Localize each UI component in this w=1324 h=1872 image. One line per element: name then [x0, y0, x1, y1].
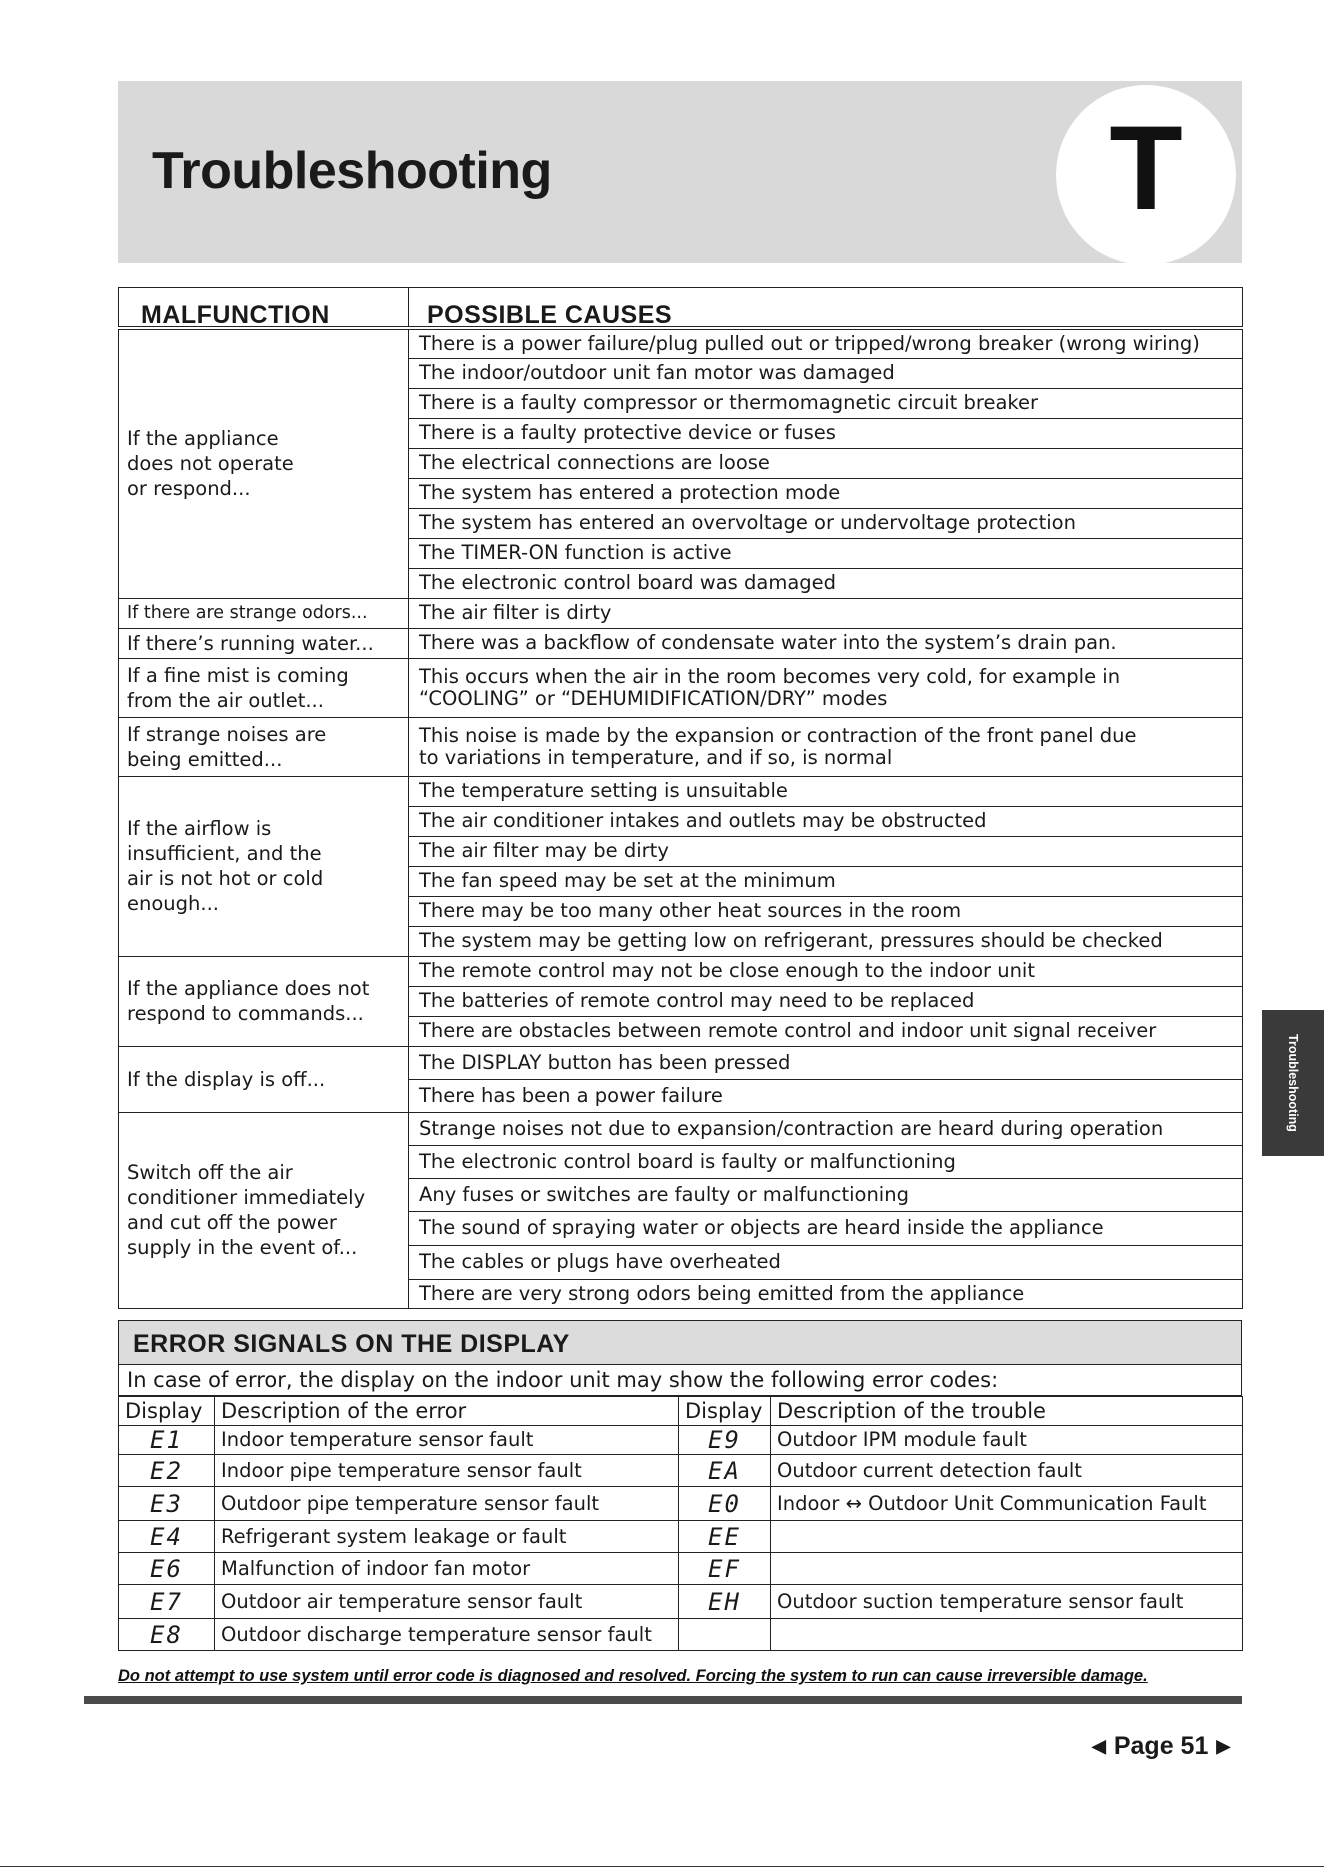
column-header-causes: POSSIBLE CAUSES — [409, 288, 1243, 329]
cause-cell: The cables or plugs have overheated — [409, 1245, 1243, 1279]
cause-cell: Any fuses or switches are faulty or malfunctioning — [409, 1178, 1243, 1211]
error-code-table-body — [119, 1397, 1243, 1651]
cause-cell: The system has entered an overvoltage or undervoltage protection — [409, 508, 1243, 538]
cause-cell: The electrical connections are loose — [409, 448, 1243, 478]
column-header-desc-left: Description of the error — [215, 1397, 679, 1426]
cause-cell: The air conditioner intakes and outlets may be obstructed — [409, 806, 1243, 836]
cause-cell: The electronic control board was damaged — [409, 568, 1243, 598]
error-table-header-row — [119, 1397, 1243, 1426]
error-code-right: E9 — [679, 1426, 771, 1455]
cause-cell: The system has entered a protection mode — [409, 478, 1243, 508]
table-row — [119, 717, 1243, 776]
malfunction-cell: If there are strange odors... — [119, 598, 409, 628]
page-title: Troubleshooting — [152, 142, 552, 200]
cause-cell: There has been a power failure — [409, 1079, 1243, 1112]
error-code-left: E6 — [119, 1553, 215, 1585]
error-description-left: Indoor pipe temperature sensor fault — [215, 1455, 679, 1487]
error-code-left: E7 — [119, 1585, 215, 1619]
cause-cell: There are very strong odors being emitted from the appliance — [409, 1279, 1243, 1308]
malfunction-cell: If the appliance does not operate or respond... — [119, 328, 409, 598]
table-row — [119, 628, 1243, 658]
malfunction-cell: If a fine mist is coming from the air outlet... — [119, 658, 409, 717]
page-navigation — [1092, 1732, 1230, 1761]
error-code-right: EF — [679, 1553, 771, 1585]
error-code-left: E8 — [119, 1619, 215, 1651]
column-header-malfunction: MALFUNCTION — [119, 288, 409, 329]
malfunction-table — [118, 287, 1243, 1309]
cause-cell: The system may be getting low on refrigerant, pressures should be checked — [409, 926, 1243, 956]
cause-cell: This noise is made by the expansion or contraction of the front panel due to variations in temperature, and if so, is normal — [409, 717, 1243, 776]
cause-cell: Strange noises not due to expansion/contraction are heard during operation — [409, 1112, 1243, 1145]
malfunction-cell: If the appliance does not respond to commands... — [119, 956, 409, 1046]
triangle-right-icon[interactable]: ▶ — [1216, 1736, 1231, 1756]
cause-cell: The air filter may be dirty — [409, 836, 1243, 866]
error-code-left: E4 — [119, 1521, 215, 1553]
error-code-table — [118, 1396, 1243, 1651]
side-tab-label: Troubleshooting — [1286, 1034, 1300, 1132]
table-row — [119, 328, 1243, 358]
error-row — [119, 1455, 1243, 1487]
error-code-right: EH — [679, 1585, 771, 1619]
error-description-left: Refrigerant system leakage or fault — [215, 1521, 679, 1553]
cause-cell: There are obstacles between remote control and indoor unit signal receiver — [409, 1016, 1243, 1046]
column-header-display-right: Display — [679, 1397, 771, 1426]
error-code-right: EE — [679, 1521, 771, 1553]
table-row — [119, 658, 1243, 717]
error-description-right — [771, 1521, 1243, 1553]
cause-cell: There may be too many other heat sources in the room — [409, 896, 1243, 926]
error-description-left: Outdoor discharge temperature sensor fault — [215, 1619, 679, 1651]
bottom-edge-line — [0, 1866, 1324, 1867]
page-number: Page 51 — [1113, 1732, 1209, 1760]
cause-cell: The batteries of remote control may need to be replaced — [409, 986, 1243, 1016]
error-description-right: Indoor ↔ Outdoor Unit Communication Fault — [771, 1487, 1243, 1521]
error-row — [119, 1487, 1243, 1521]
section-badge — [1056, 85, 1236, 263]
error-description-left: Malfunction of indoor fan motor — [215, 1553, 679, 1585]
error-description-right: Outdoor suction temperature sensor fault — [771, 1585, 1243, 1619]
cause-cell: There is a faulty protective device or fuses — [409, 418, 1243, 448]
malfunction-cell: If strange noises are being emitted... — [119, 717, 409, 776]
cause-cell: There is a power failure/plug pulled out or tripped/wrong breaker (wrong wiring) — [409, 328, 1243, 358]
malfunction-cell: If the display is off... — [119, 1046, 409, 1112]
cause-cell: This occurs when the air in the room becomes very cold, for example in “COOLING” or “DEHUMIDIFICATION/DRY” modes — [409, 658, 1243, 717]
error-section-heading — [118, 1320, 1242, 1365]
cause-cell: The fan speed may be set at the minimum — [409, 866, 1243, 896]
table-row — [119, 1112, 1243, 1145]
cause-cell: The indoor/outdoor unit fan motor was damaged — [409, 358, 1243, 388]
error-description-right: Outdoor IPM module fault — [771, 1426, 1243, 1455]
side-tab[interactable] — [1262, 1010, 1324, 1156]
section-letter: T — [1109, 101, 1183, 235]
malfunction-cell: Switch off the air conditioner immediately and cut off the power supply in the event of... — [119, 1112, 409, 1308]
error-description-right — [771, 1619, 1243, 1651]
error-code-right: E0 — [679, 1487, 771, 1521]
error-row — [119, 1426, 1243, 1455]
malfunction-cell: If there’s running water... — [119, 628, 409, 658]
cause-cell: The TIMER-ON function is active — [409, 538, 1243, 568]
error-description-right — [771, 1553, 1243, 1585]
error-code-right — [679, 1619, 771, 1651]
error-row — [119, 1585, 1243, 1619]
column-header-desc-right: Description of the trouble — [771, 1397, 1243, 1426]
table-row — [119, 598, 1243, 628]
cause-cell: The electronic control board is faulty or malfunctioning — [409, 1145, 1243, 1178]
error-code-left: E3 — [119, 1487, 215, 1521]
table-row — [119, 776, 1243, 806]
error-row — [119, 1619, 1243, 1651]
table-row — [119, 956, 1243, 986]
error-row — [119, 1521, 1243, 1553]
malfunction-table-body — [119, 328, 1243, 1308]
cause-cell: The temperature setting is unsuitable — [409, 776, 1243, 806]
error-intro: In case of error, the display on the indoor unit may show the following error codes: — [118, 1365, 1242, 1396]
error-description-left: Outdoor pipe temperature sensor fault — [215, 1487, 679, 1521]
header-banner — [118, 81, 1242, 263]
triangle-left-icon[interactable]: ◀ — [1092, 1736, 1106, 1756]
cause-cell: There was a backflow of condensate water into the system’s drain pan. — [409, 628, 1243, 658]
cause-cell: The air filter is dirty — [409, 598, 1243, 628]
error-heading-text: ERROR SIGNALS ON THE DISPLAY — [133, 1330, 570, 1358]
error-description-left: Indoor temperature sensor fault — [215, 1426, 679, 1455]
error-description-right: Outdoor current detection fault — [771, 1455, 1243, 1487]
error-description-left: Outdoor air temperature sensor fault — [215, 1585, 679, 1619]
cause-cell: The remote control may not be close enough to the indoor unit — [409, 956, 1243, 986]
error-code-left: E2 — [119, 1455, 215, 1487]
column-header-display-left: Display — [119, 1397, 215, 1426]
table-row — [119, 1046, 1243, 1079]
error-row — [119, 1553, 1243, 1585]
cause-cell: The sound of spraying water or objects are heard inside the appliance — [409, 1211, 1243, 1245]
error-code-left: E1 — [119, 1426, 215, 1455]
cause-cell: There is a faulty compressor or thermomagnetic circuit breaker — [409, 388, 1243, 418]
cause-cell: The DISPLAY button has been pressed — [409, 1046, 1243, 1079]
footer-rule — [84, 1696, 1242, 1704]
malfunction-cell: If the airflow is insufficient, and the air is not hot or cold enough... — [119, 776, 409, 956]
warning-note: Do not attempt to use system until error code is diagnosed and resolved. Forcing the system to run can cause irreversible damage. — [118, 1667, 1148, 1685]
error-code-right: EA — [679, 1455, 771, 1487]
